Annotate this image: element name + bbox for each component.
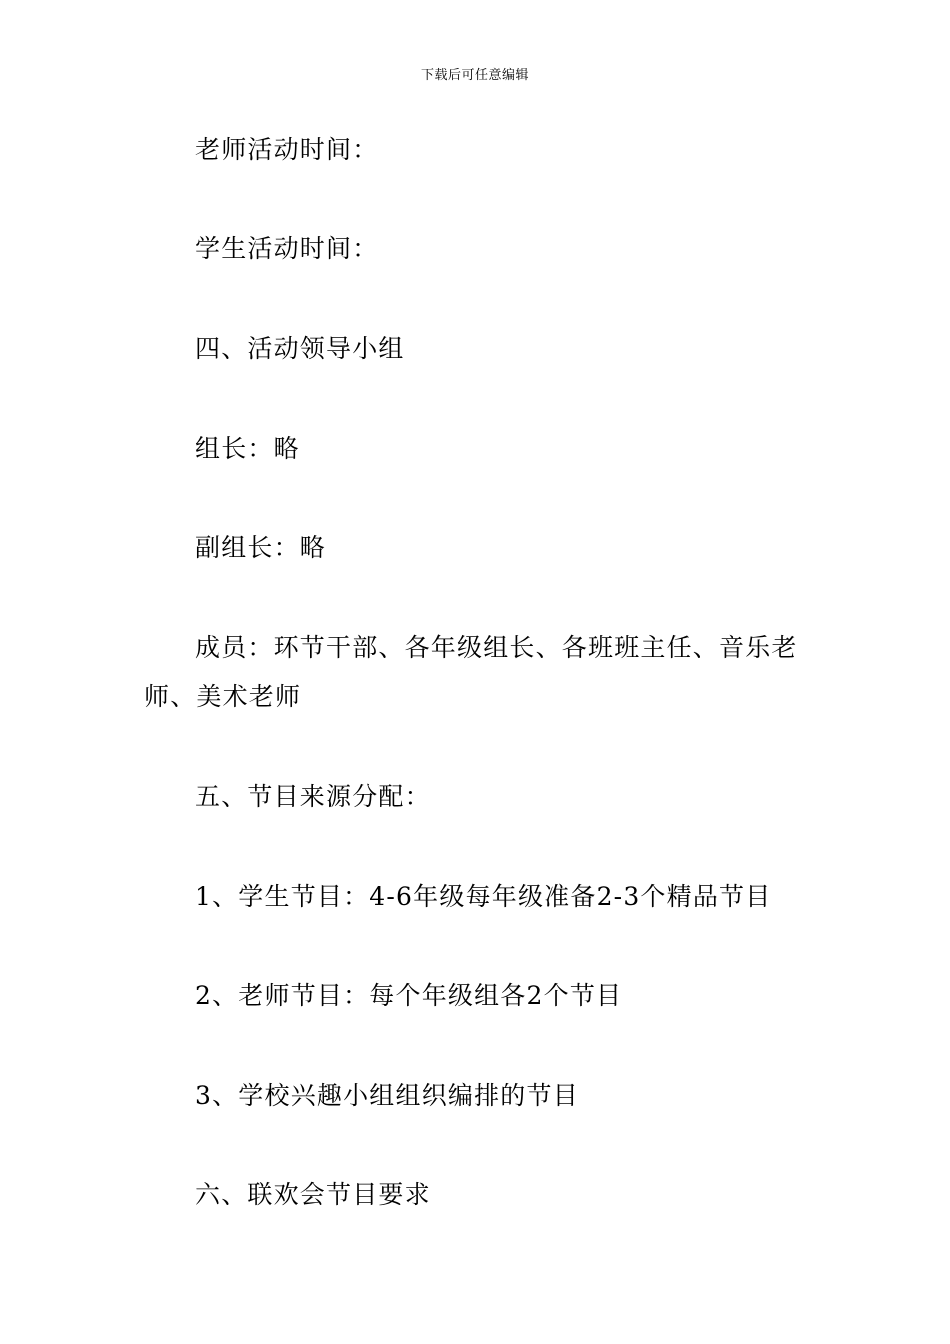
paragraph-members: 成员：环节干部、各年级组长、各班班主任、音乐老师、美术老师 (144, 633, 798, 711)
paragraph-teacher-time: 老师活动时间： (195, 135, 379, 164)
paragraph-teacher-programs: 2、老师节目：每个年级组各2个节目 (195, 981, 623, 1010)
heading-leadership-group: 四、活动领导小组 (195, 334, 405, 363)
page-header: 下载后可任意编辑 (420, 68, 529, 83)
paragraph-group-leader: 组长：略 (195, 434, 300, 463)
heading-program-requirements: 六、联欢会节目要求 (195, 1180, 431, 1209)
paragraph-student-programs: 1、学生节目：4-6年级每年级准备2-3个精品节目 (195, 882, 772, 911)
paragraph-student-time: 学生活动时间： (195, 234, 379, 263)
paragraph-interest-group-programs: 3、学校兴趣小组组织编排的节目 (195, 1081, 579, 1110)
paragraph-deputy-leader: 副组长：略 (195, 533, 327, 562)
heading-program-sources: 五、节目来源分配： (195, 782, 431, 811)
